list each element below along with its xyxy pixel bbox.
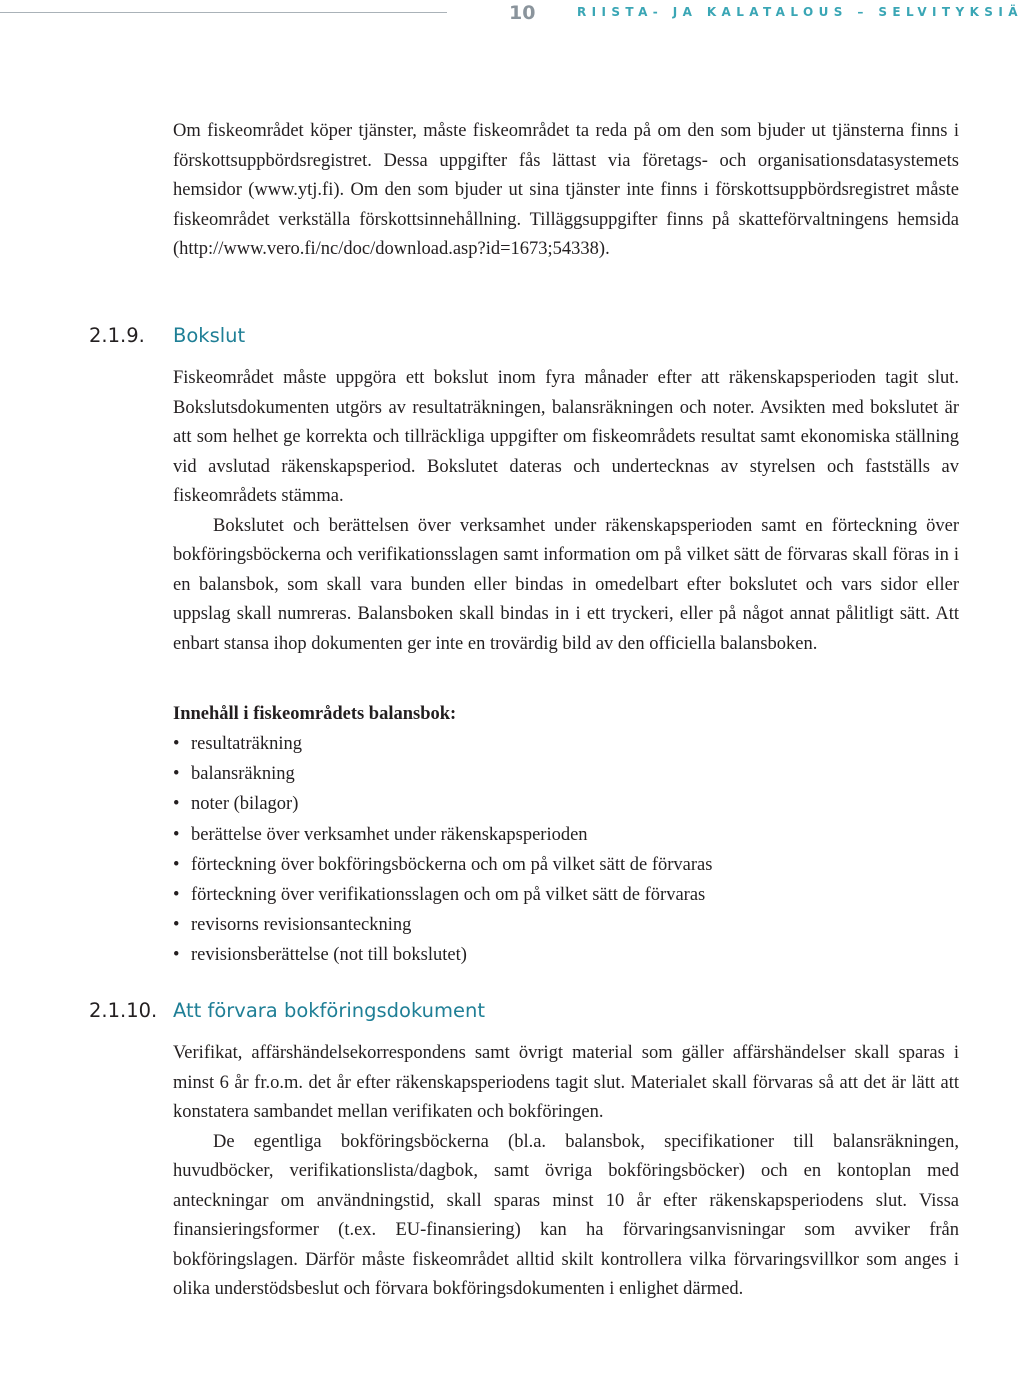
list-item: • revisorns revisionsanteckning xyxy=(173,910,959,940)
section-title-forvara: Att förvara bokföringsdokument xyxy=(173,999,486,1022)
section-number-2-1-10: 2.1.10. xyxy=(89,999,158,1022)
list-item: • balansräkning xyxy=(173,759,959,789)
forvara-text xyxy=(173,1039,959,1305)
list-heading: Innehåll i fiskeområdets balansbok: xyxy=(173,704,457,724)
running-title: RIISTA- JA KALATALOUS – SELVITYKSIÄ xyxy=(577,5,1023,19)
bokslut-paragraph-2: Bokslutet och berättelsen över verksamhet under räkenskapsperioden samt en förteckning över bokföringsböckerna och verifikationsslagen samt information om på vilket sätt de förvaras skall föras in i en balansbok, som skall vara bunden eller bindas in omedelbart efter bokslutet och vars sidor eller uppslag skall numreras. Balansboken skall bindas in i ett tryckeri, eller på något annat pålitligt sätt. Att enbart stansa ihop dokumenten ger inte en trovärdig bild av den officiella balansboken. xyxy=(173,515,959,654)
page-number: 10 xyxy=(509,2,536,24)
list-item: • förteckning över verifikationsslagen och om på vilket sätt de förvaras xyxy=(173,880,959,910)
section-number-2-1-9: 2.1.9. xyxy=(89,324,145,347)
list-item: • förteckning över bokföringsböckerna och om på vilket sätt de förvaras xyxy=(173,850,959,880)
balansbok-list xyxy=(173,729,959,971)
intro-paragraph: Om fiskeområdet köper tjänster, måste fiskeområdet ta reda på om den som bjuder ut tjänsterna finns i förskottsuppbördsregistret. Dessa uppgifter fås lättast via företags- och organisationsdatasystemets hemsidor (www.ytj.fi). Om den som bjuder ut sina tjänster inte finns i förskottsuppbördsregistret måste fiskeområdet verkställa förskottsinnehållning. Tilläggsuppgifter finns på skatteförvaltningens hemsida (http://www.vero.fi/nc/doc/download.asp?id=1673;54338). xyxy=(173,121,959,259)
list-item: • resultaträkning xyxy=(173,729,959,759)
list-item: • noter (bilagor) xyxy=(173,789,959,819)
header-rule xyxy=(0,12,447,13)
list-item: • revisionsberättelse (not till bokslutet) xyxy=(173,940,959,970)
balansbok-contents xyxy=(173,699,959,971)
intro-text xyxy=(173,117,959,265)
section-title-bokslut: Bokslut xyxy=(173,324,246,347)
bokslut-paragraph-1: Fiskeområdet måste uppgöra ett bokslut inom fyra månader efter att räkenskapsperioden tagit slut. Bokslutsdokumenten utgörs av resultaträkningen, balansräkningen och noter. Avsikten med bokslutet är att som helhet ge korrekta och tillräckliga uppgifter om fiskeområdets resultat samt ekonomiska ställning vid avslutad räkenskapsperiod. Bokslutet dateras och undertecknas av styrelsen och fastställs av fiskeområdets stämma. xyxy=(173,368,959,506)
bokslut-text xyxy=(173,364,959,659)
forvara-paragraph-2: De egentliga bokföringsböckerna (bl.a. balansbok, specifikationer till balansräkningen, huvudböcker, verifikationslista/dagbok, samt övriga bokföringsböcker) och en kontoplan med anteckningar om användningstid, skall sparas minst 10 år efter räkenskapsperiodens slut. Vissa finansieringsformer (t.ex. EU-finansiering) kan ha förvaringsanvisningar som avviker från bokföringslagen. Därför måste fiskeområdet alltid skilt kontrollera vilka förvaringsvillkor som anges i olika understödsbeslut och förvara bokföringsdokumenten i enlighet därmed. xyxy=(173,1131,959,1299)
forvara-paragraph-1: Verifikat, affärshändelsekorrespondens samt övrigt material som gäller affärshändelser skall sparas i minst 6 år fr.o.m. det år efter räkenskapsperiodens tagit slut. Materialet skall förvaras så att det är lätt att konstatera sambandet mellan verifikaten och bokföringen. xyxy=(173,1043,959,1122)
list-item: • berättelse över verksamhet under räkenskapsperioden xyxy=(173,820,959,850)
